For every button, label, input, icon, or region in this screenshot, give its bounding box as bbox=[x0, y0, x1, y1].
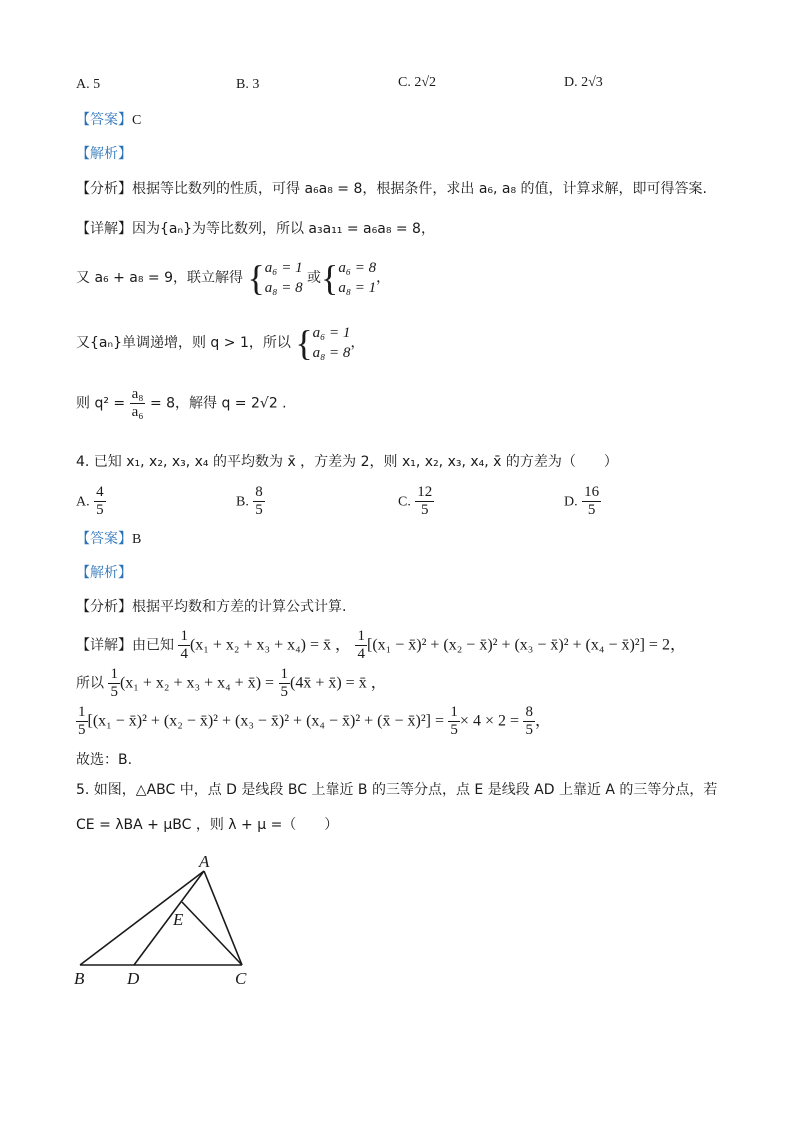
q4-conclusion: 故选：B. bbox=[76, 752, 133, 768]
q3-answer bbox=[76, 113, 141, 128]
equation-system: a₆ = 8 a₈ = 1 bbox=[338, 260, 377, 296]
q4-option-b: B. $\frac{8}{5}$ bbox=[236, 484, 263, 518]
brace: { bbox=[247, 258, 265, 298]
label-b: B bbox=[74, 969, 85, 988]
segment-ab bbox=[80, 871, 204, 965]
fraction: $\frac{1}{5}$ bbox=[110, 666, 118, 700]
detail-text: 又{aₙ}单调递增，则 q > 1，所以 bbox=[76, 335, 291, 351]
q4-detail-line2 bbox=[76, 666, 387, 701]
answer-value: C bbox=[132, 113, 142, 128]
fraction: $\frac{1}{5}$ bbox=[78, 704, 86, 738]
formula: [(x₁ − x̄)² + (x₂ − x̄)² + (x₃ − x̄)² + (x₄ − x̄)²] = 2， bbox=[366, 636, 686, 654]
q3-detail-line1 bbox=[76, 222, 435, 236]
q3-detail-line2 bbox=[76, 258, 390, 298]
comma: ， bbox=[350, 335, 365, 351]
detail-text: 所以 bbox=[76, 675, 104, 692]
formula: × 4 × 2 = bbox=[459, 712, 519, 730]
detail-text: 由已知 bbox=[132, 637, 174, 654]
label-e: E bbox=[173, 910, 184, 929]
fenxi-tag: 【分析】 bbox=[76, 181, 132, 197]
fraction: $\frac{1}{5}$ bbox=[280, 666, 288, 700]
formula: (x₁ + x₂ + x₃ + x₄) = x̄ ， bbox=[189, 636, 352, 654]
q4-option-a: A. $\frac{4}{5}$ bbox=[76, 484, 104, 518]
answer-tag: 【答案】 bbox=[76, 112, 132, 128]
detail-tag: 【详解】 bbox=[76, 221, 132, 237]
fraction: $\frac{1}{4}$ bbox=[180, 628, 188, 662]
fraction: $\frac{\text{a₈}}{\text{a₆}}$ bbox=[131, 386, 144, 420]
detail-text: = 8，解得 q = 2√2 . bbox=[149, 395, 287, 412]
q5-stem-line1: 5. 如图，△ABC 中，点 D 是线段 BC 上靠近 B 的三等分点，点 E 是线段 AD 上靠近 A 的三等分点，若 bbox=[76, 782, 718, 798]
q4-detail-line1 bbox=[76, 628, 686, 663]
detail-tag: 【详解】 bbox=[76, 637, 132, 654]
formula: [(x₁ − x̄)² + (x₂ − x̄)² + (x₃ − x̄)² + (x₄ − x̄)² + (x̄ − x̄)²] = bbox=[87, 712, 444, 730]
comma: ， bbox=[376, 270, 391, 286]
or-text: 或 bbox=[307, 270, 322, 286]
q4-analysis-tag: 【解析】 bbox=[76, 565, 132, 581]
fenxi-tag: 【分析】 bbox=[76, 599, 132, 615]
formula: ， bbox=[534, 712, 551, 730]
fenxi-text: 根据等比数列的性质，可得 a₆a₈ = 8，根据条件，求出 a₆, a₈ 的值，计算求解，即可得答案. bbox=[132, 181, 708, 197]
label-c: C bbox=[235, 969, 247, 988]
brace: { bbox=[321, 258, 339, 298]
q4-detail-line3 bbox=[76, 704, 551, 739]
label-d: D bbox=[127, 969, 140, 988]
segment-ad bbox=[134, 871, 204, 965]
fraction: $\frac{1}{5}$ bbox=[450, 704, 458, 738]
fenxi-text: 根据平均数和方差的计算公式计算. bbox=[132, 599, 347, 615]
q3-option-d: D. 2√3 bbox=[564, 75, 603, 90]
answer-value: B bbox=[132, 532, 142, 547]
formula: (4x̄ + x̄) = x̄ ， bbox=[290, 674, 387, 692]
fraction: $\frac{1}{4}$ bbox=[357, 628, 365, 662]
brace: { bbox=[295, 323, 313, 363]
segment-ce bbox=[182, 902, 242, 965]
q3-detail-line3 bbox=[76, 323, 364, 363]
q3-option-c: C. 2√2 bbox=[398, 75, 437, 90]
segment-ac bbox=[204, 871, 242, 965]
q4-fenxi bbox=[76, 600, 346, 614]
q4-option-d: D. $\frac{16}{5}$ bbox=[564, 484, 600, 518]
detail-text: 则 q² = bbox=[76, 395, 126, 412]
q3-fenxi bbox=[76, 182, 707, 196]
equation-system: a₆ = 1 a₈ = 8 bbox=[264, 260, 303, 296]
q3-analysis-tag: 【解析】 bbox=[76, 146, 132, 162]
formula: (x₁ + x₂ + x₃ + x₄ + x̄) = bbox=[119, 674, 275, 692]
q5-stem-line2: CE = λBA + μBC ，则 λ + μ =（ ） bbox=[76, 817, 339, 833]
q3-option-b: B. 3 bbox=[236, 77, 260, 92]
fraction: $\frac{8}{5}$ bbox=[525, 704, 533, 738]
q4-option-c: C. $\frac{12}{5}$ bbox=[398, 484, 433, 518]
q3-option-a: A. 5 bbox=[76, 77, 101, 92]
detail-text: 又 a₆ + a₈ = 9，联立解得 bbox=[76, 270, 244, 286]
detail-text: 因为{aₙ}为等比数列，所以 a₃a₁₁ = a₆a₈ = 8， bbox=[132, 221, 435, 237]
label-a: A bbox=[199, 852, 210, 871]
q4-answer bbox=[76, 532, 141, 547]
q3-detail-line4 bbox=[76, 386, 287, 421]
equation-system: a₆ = 1 a₈ = 8 bbox=[312, 325, 351, 361]
answer-tag: 【答案】 bbox=[76, 531, 132, 547]
q4-stem: 4. 已知 x₁, x₂, x₃, x₄ 的平均数为 x̄ ，方差为 2，则 x₁, x₂, x₃, x₄, x̄ 的方差为（ ） bbox=[76, 454, 618, 470]
